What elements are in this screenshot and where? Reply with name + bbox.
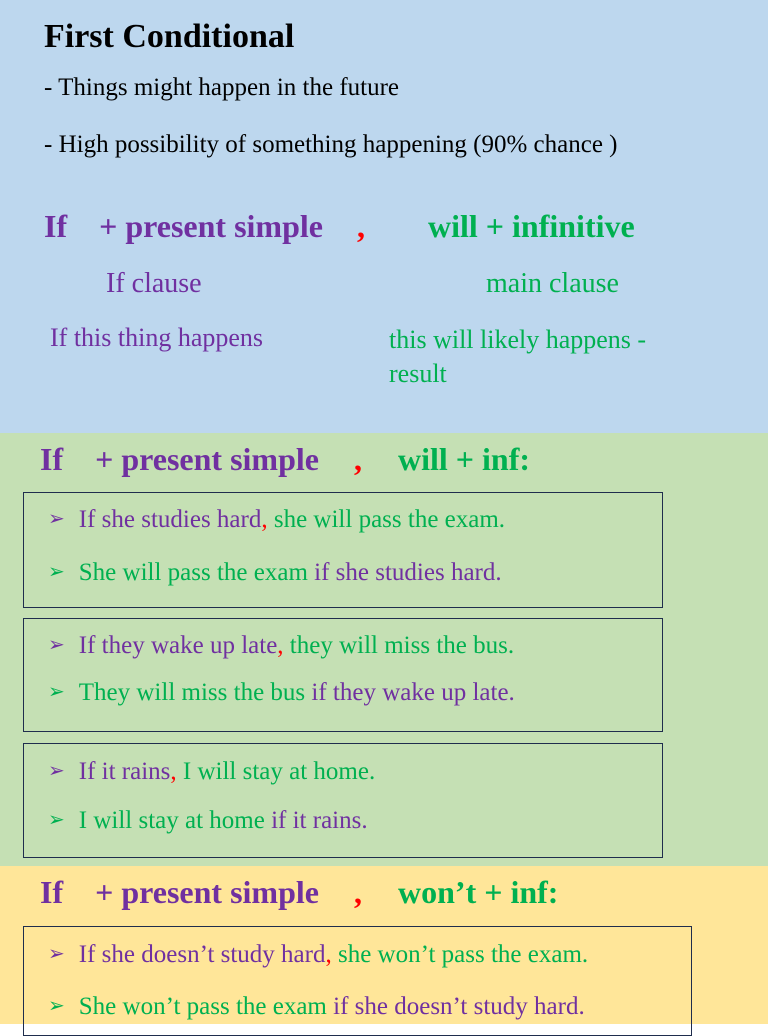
formula-if-part: If + present simple: [40, 441, 319, 477]
formula-comma: ,: [354, 441, 362, 477]
main-clause-description: this will likely happens - result: [389, 325, 647, 388]
positive-examples-section: [0, 433, 768, 866]
arrow-bullet-icon: ➢: [48, 561, 65, 583]
example-box: [23, 618, 663, 732]
example-box: [23, 492, 663, 608]
formula-main-part: will + inf:: [398, 441, 531, 477]
example-sentence-if-first: ➢ If she doesn’t study hard, she won’t pass the exam.: [48, 941, 589, 968]
example-sentence-main-first: ➢ I will stay at home if it rains.: [48, 807, 368, 834]
intro-line-1: - Things might happen in the future: [44, 74, 400, 101]
arrow-bullet-icon: ➢: [48, 809, 65, 831]
arrow-bullet-icon: ➢: [48, 681, 65, 703]
definition-section: [0, 0, 768, 433]
formula-if-part: If + present simple: [44, 208, 323, 244]
arrow-bullet-icon: ➢: [48, 943, 65, 965]
main-clause-label: main clause: [486, 268, 619, 299]
formula-comma: ,: [354, 874, 362, 910]
arrow-bullet-icon: ➢: [48, 634, 65, 656]
example-sentence-main-first: ➢ She will pass the exam if she studies hard.: [48, 559, 502, 586]
arrow-bullet-icon: ➢: [48, 995, 65, 1017]
arrow-bullet-icon: ➢: [48, 508, 65, 530]
example-sentence-main-first: ➢ They will miss the bus if they wake up late.: [48, 679, 515, 706]
intro-line-2: - High possibility of something happening (90% chance ): [44, 131, 618, 158]
arrow-bullet-icon: ➢: [48, 760, 65, 782]
example-sentence-if-first: ➢ If it rains, I will stay at home.: [48, 758, 376, 785]
if-clause-description: If this thing happens: [50, 323, 264, 352]
example-sentence-if-first: ➢ If they wake up late, they will miss the bus.: [48, 632, 515, 659]
formula-if-part: If + present simple: [40, 874, 319, 910]
if-clause-label: If clause: [106, 268, 202, 299]
formula-main-part: won’t + inf:: [398, 874, 559, 910]
example-box: [23, 926, 692, 1036]
example-sentence-if-first: ➢ If she studies hard, she will pass the exam.: [48, 506, 506, 533]
negative-examples-section: [0, 866, 768, 1024]
page-title: First Conditional: [44, 18, 295, 55]
example-box: [23, 743, 663, 858]
formula-main-part: will + infinitive: [428, 208, 635, 244]
formula-comma: ,: [357, 208, 365, 244]
example-sentence-main-first: ➢ She won’t pass the exam if she doesn’t study hard.: [48, 993, 585, 1020]
